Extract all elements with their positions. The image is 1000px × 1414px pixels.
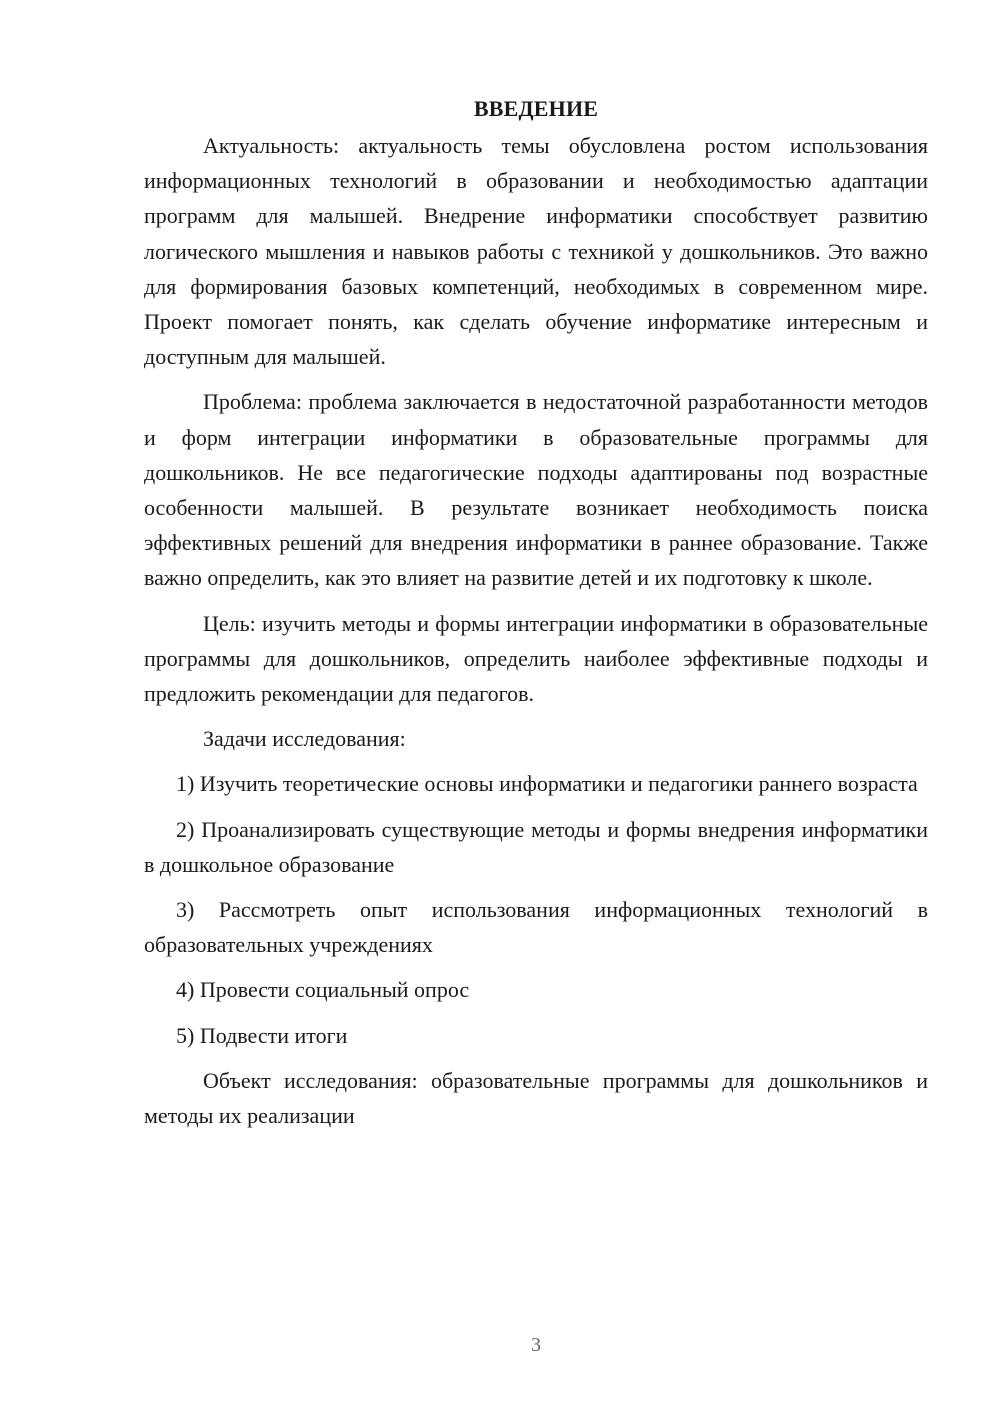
paragraph-goal: Цель: изучить методы и формы интеграции информатики в образовательные программы для дошкольников, определить наиболее эффективные подходы и предложить рекомендации для педагогов.: [144, 610, 928, 707]
page-number: 3: [531, 1334, 541, 1356]
tasks-heading: Задачи исследования:: [203, 726, 406, 752]
paragraph-object: Объект исследования: образовательные программы для дошкольников и методы их реализации: [144, 1067, 928, 1129]
task-item: 3) Рассмотреть опыт использования информационных технологий в образовательных учреждениях: [144, 897, 928, 958]
task-item: 5) Подвести итоги: [176, 1022, 348, 1048]
task-item: 2) Проанализировать существующие методы и формы внедрения информатики в дошкольное образование: [144, 816, 928, 877]
task-item: 4) Провести социальный опрос: [176, 977, 470, 1003]
paragraph-problem: Проблема: проблема заключается в недостаточной разработанности методов и форм интеграции информатики в образовательные программы для дошкольников. Не все педагогические подходы адаптированы под возрастные особенности малышей. В результате возникает необходимость поиска эффективных решений для внедрения информатики в раннее образование. Также важно определить, как это влияет на развитие детей и их подготовку к школе.: [144, 389, 928, 591]
document-page: [144, 94, 928, 1133]
page-title: ВВЕДЕНИЕ: [473, 96, 599, 121]
task-item: 1) Изучить теоретические основы информатики и педагогики раннего возраста: [176, 771, 918, 797]
paragraph-relevance: Актуальность: актуальность темы обусловлена ростом использования информационных технологий в образовании и необходимостью адаптации программ для малышей. Внедрение информатики способствует развитию логического мышления и навыков работы с техникой у дошкольников. Это важно для формирования базовых компетенций, необходимых в современном мире. Проект помогает понять, как сделать обучение информатике интересным и доступным для малышей.: [144, 133, 928, 370]
